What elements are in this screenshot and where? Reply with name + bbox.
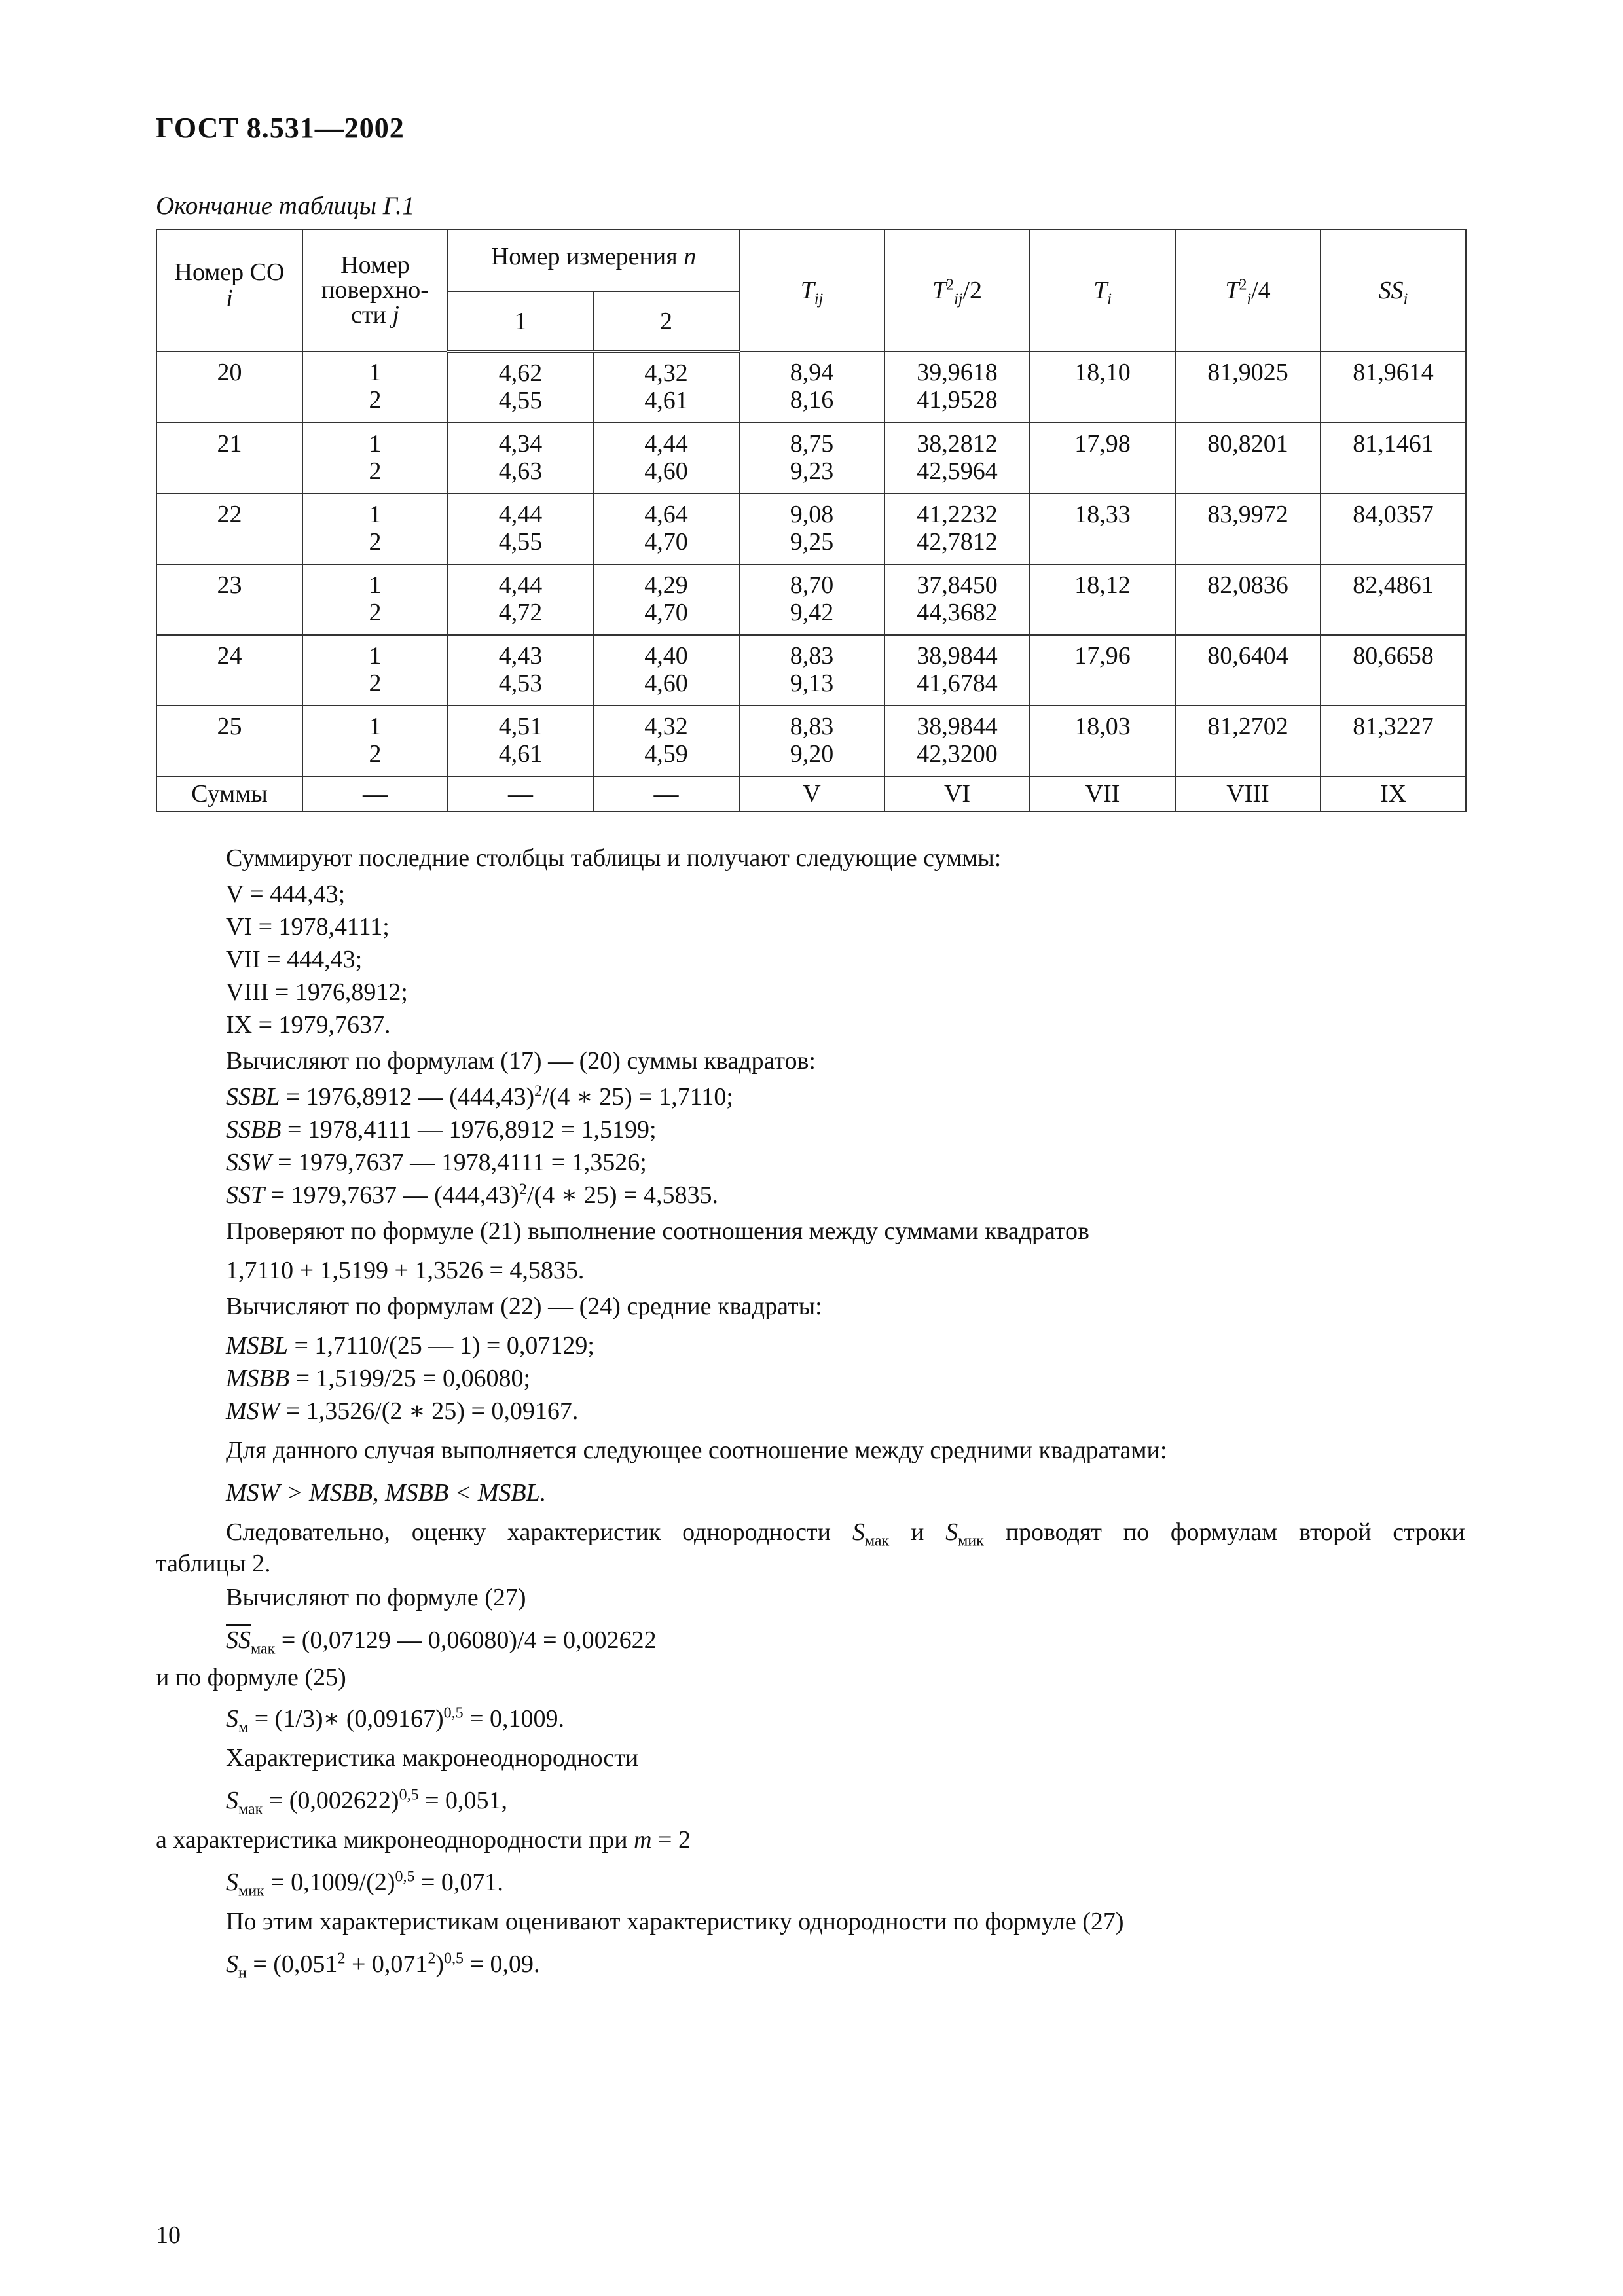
sum-line-viii: VIII = 1976,8912; bbox=[226, 978, 408, 1006]
cell-ss-i: 81,3227 bbox=[1321, 706, 1466, 776]
cell-t-ij: 8,83 9,13 bbox=[739, 635, 884, 706]
cell-t-ij-squared: 41,2232 42,7812 bbox=[884, 493, 1030, 564]
cell-t-i-squared: 80,6404 bbox=[1175, 635, 1321, 706]
sums-cell: — bbox=[593, 776, 739, 812]
cell-t-ij: 8,83 9,20 bbox=[739, 706, 884, 776]
cell-sample-no: 21 bbox=[156, 423, 302, 493]
cell-t-i-squared: 81,9025 bbox=[1175, 351, 1321, 423]
formula-s-m: $S_м$ = (1/3)∗ $(0,09167)^{0,5} = 0,1009$. bbox=[226, 1704, 565, 1736]
cell-surface: 1 2 bbox=[302, 423, 448, 493]
cell-t-i-squared: 80,8201 bbox=[1175, 423, 1321, 493]
header-surface-no: Номер поверхно- сти j bbox=[302, 230, 448, 351]
header-t-i: $T_i$ bbox=[1030, 230, 1175, 351]
cell-meas1: 4,44 4,55 bbox=[448, 493, 593, 564]
cell-sample-no: 23 bbox=[156, 564, 302, 635]
cell-ss-i: 82,4861 bbox=[1321, 564, 1466, 635]
cell-surface: 1 2 bbox=[302, 564, 448, 635]
table-row bbox=[156, 423, 1466, 493]
table-row bbox=[156, 564, 1466, 635]
cell-ss-i: 84,0357 bbox=[1321, 493, 1466, 564]
formula-sst: SST = 1979,7637 — $(444,43)^2/(4$ ∗ 25) = 4,5835. bbox=[226, 1181, 719, 1209]
cell-meas1: 4,34 4,63 bbox=[448, 423, 593, 493]
cell-t-i: 18,10 bbox=[1030, 351, 1175, 423]
sum-line-v: V = 444,43; bbox=[226, 880, 346, 908]
formula-s-n: $S_н = (0,051^2 + 0,071^2)^{0,5} = 0,09$. bbox=[226, 1950, 540, 1982]
cell-t-i-squared: 81,2702 bbox=[1175, 706, 1321, 776]
cell-meas1: 4,44 4,72 bbox=[448, 564, 593, 635]
cell-surface: 1 2 bbox=[302, 706, 448, 776]
macro-paragraph: Характеристика макронеоднородности bbox=[226, 1744, 639, 1772]
cell-meas2: 4,64 4,70 bbox=[593, 493, 739, 564]
micro-paragraph: а характеристика микронеоднородности при m = 2 bbox=[156, 1826, 691, 1854]
cell-t-ij: 8,94 8,16 bbox=[739, 351, 884, 423]
cell-sample-no: 25 bbox=[156, 706, 302, 776]
table-row bbox=[156, 706, 1466, 776]
cell-t-i: 18,03 bbox=[1030, 706, 1175, 776]
cell-sample-no: 22 bbox=[156, 493, 302, 564]
sums-cell: — bbox=[448, 776, 593, 812]
relation-paragraph: Для данного случая выполняется следующее соотношение между средними квадратами: bbox=[226, 1437, 1167, 1464]
sum-line-vi: VI = 1978,4111; bbox=[226, 913, 390, 941]
formula-ssw: SSW = 1979,7637 — 1978,4111 = 1,3526; bbox=[226, 1149, 647, 1176]
cell-t-ij: 8,70 9,42 bbox=[739, 564, 884, 635]
table-row bbox=[156, 351, 1466, 423]
cell-t-i: 17,98 bbox=[1030, 423, 1175, 493]
cell-surface: 1 2 bbox=[302, 635, 448, 706]
mean-squares-intro: Вычисляют по формулам (22) — (24) средние квадраты: bbox=[226, 1293, 822, 1320]
cell-t-i: 18,12 bbox=[1030, 564, 1175, 635]
sums-row bbox=[156, 776, 1466, 812]
check-paragraph: Проверяют по формуле (21) выполнение соотношения между суммами квадратов bbox=[226, 1217, 1089, 1245]
document-title: ГОСТ 8.531—2002 bbox=[156, 112, 405, 144]
cell-t-i: 17,96 bbox=[1030, 635, 1175, 706]
cell-t-ij-squared: 38,2812 42,5964 bbox=[884, 423, 1030, 493]
header-ss-i: $SS_i$ bbox=[1321, 230, 1466, 351]
check-equation: 1,7110 + 1,5199 + 1,3526 = 4,5835. bbox=[226, 1257, 585, 1284]
cell-t-ij: 9,08 9,25 bbox=[739, 493, 884, 564]
cell-surface: 1 2 bbox=[302, 351, 448, 423]
page-number: 10 bbox=[156, 2221, 181, 2249]
cell-sample-no: 20 bbox=[156, 351, 302, 423]
formula-msbb: MSBB = 1,5199/25 = 0,06080; bbox=[226, 1365, 531, 1392]
cell-meas1: 4,43 4,53 bbox=[448, 635, 593, 706]
formula-ssbl: SSBL = 1976,8912 — $(444,43)^2/(4$ ∗ 25) = 1,7110; bbox=[226, 1083, 733, 1111]
consequence-paragraph: Следовательно, оценку характеристик однородности $S_{мак}$ и $S_{мик}$ проводят по формулам второй строки bbox=[226, 1518, 1465, 1550]
cell-meas1: 4,62 4,55 bbox=[448, 351, 593, 423]
cell-ss-i: 81,9614 bbox=[1321, 351, 1466, 423]
header-measurement-2: 2 bbox=[593, 291, 739, 351]
cell-t-ij: 8,75 9,23 bbox=[739, 423, 884, 493]
cell-sample-no: 24 bbox=[156, 635, 302, 706]
cell-surface: 1 2 bbox=[302, 493, 448, 564]
calc27-paragraph: Вычисляют по формуле (27) bbox=[226, 1584, 526, 1611]
table-caption: Окончание таблицы Г.1 bbox=[156, 192, 415, 220]
header-measurement-1: 1 bbox=[448, 291, 593, 351]
sums-cell: — bbox=[302, 776, 448, 812]
sums-cell: VIII bbox=[1175, 776, 1321, 812]
cell-t-i: 18,33 bbox=[1030, 493, 1175, 564]
header-sample-no: Номер СО i bbox=[156, 230, 302, 351]
formula-ss-mak: $\overline{SS}_{мак} = (0,07129$ — 0,06080)/4 = 0,002622 bbox=[226, 1626, 657, 1658]
cell-ss-i: 81,1461 bbox=[1321, 423, 1466, 493]
formula-s-mak: $S_{мак} = (0,002622)^{0,5} = 0,051$, bbox=[226, 1786, 508, 1818]
sums-label: Суммы bbox=[156, 776, 302, 812]
sums-intro-paragraph: Суммируют последние столбцы таблицы и получают следующие суммы: bbox=[226, 844, 1002, 872]
header-t-i-squared-quarter: $T^2_i/4$ bbox=[1175, 230, 1321, 351]
cell-meas1: 4,51 4,61 bbox=[448, 706, 593, 776]
cell-meas2: 4,40 4,60 bbox=[593, 635, 739, 706]
sum-line-vii: VII = 444,43; bbox=[226, 946, 363, 973]
data-table bbox=[156, 229, 1467, 812]
cell-t-ij-squared: 39,9618 41,9528 bbox=[884, 351, 1030, 423]
sums-cell: VII bbox=[1030, 776, 1175, 812]
formula-msbl: MSBL = 1,7110/(25 — 1) = 0,07129; bbox=[226, 1332, 594, 1359]
sums-cell: V bbox=[739, 776, 884, 812]
cell-t-ij-squared: 37,8450 44,3682 bbox=[884, 564, 1030, 635]
cell-t-i-squared: 83,9972 bbox=[1175, 493, 1321, 564]
formula-ssbb: SSBB = 1978,4111 — 1976,8912 = 1,5199; bbox=[226, 1116, 657, 1143]
squares-intro-paragraph: Вычисляют по формулам (17) — (20) суммы квадратов: bbox=[226, 1047, 816, 1075]
table-row bbox=[156, 635, 1466, 706]
consequence-paragraph-end: таблицы 2. bbox=[156, 1550, 271, 1577]
cell-meas2: 4,32 4,59 bbox=[593, 706, 739, 776]
header-measurement-no: Номер измерения n bbox=[448, 230, 739, 291]
sums-cell: IX bbox=[1321, 776, 1466, 812]
cell-t-ij-squared: 38,9844 42,3200 bbox=[884, 706, 1030, 776]
cell-t-ij-squared: 38,9844 41,6784 bbox=[884, 635, 1030, 706]
formula-msw: MSW = 1,3526/(2 ∗ 25) = 0,09167. bbox=[226, 1397, 579, 1425]
sums-cell: VI bbox=[884, 776, 1030, 812]
cell-meas2: 4,44 4,60 bbox=[593, 423, 739, 493]
cell-meas2: 4,29 4,70 bbox=[593, 564, 739, 635]
formula-s-mik: $S_{мик} = 0,1009/(2)^{0,5} = 0,071$. bbox=[226, 1868, 503, 1900]
cell-meas2: 4,32 4,61 bbox=[593, 351, 739, 423]
final-paragraph: По этим характеристикам оценивают характеристику однородности по формуле (27) bbox=[226, 1908, 1124, 1935]
table-row bbox=[156, 493, 1466, 564]
and-formula25: и по формуле (25) bbox=[156, 1664, 346, 1691]
header-t-ij: $T_{ij}$ bbox=[739, 230, 884, 351]
relation-formula: MSW > MSBB, MSBB < MSBL. bbox=[226, 1479, 547, 1507]
cell-t-i-squared: 82,0836 bbox=[1175, 564, 1321, 635]
header-t-ij-squared-half: $T^2_{ij}/2$ bbox=[884, 230, 1030, 351]
cell-ss-i: 80,6658 bbox=[1321, 635, 1466, 706]
sum-line-ix: IX = 1979,7637. bbox=[226, 1011, 391, 1039]
